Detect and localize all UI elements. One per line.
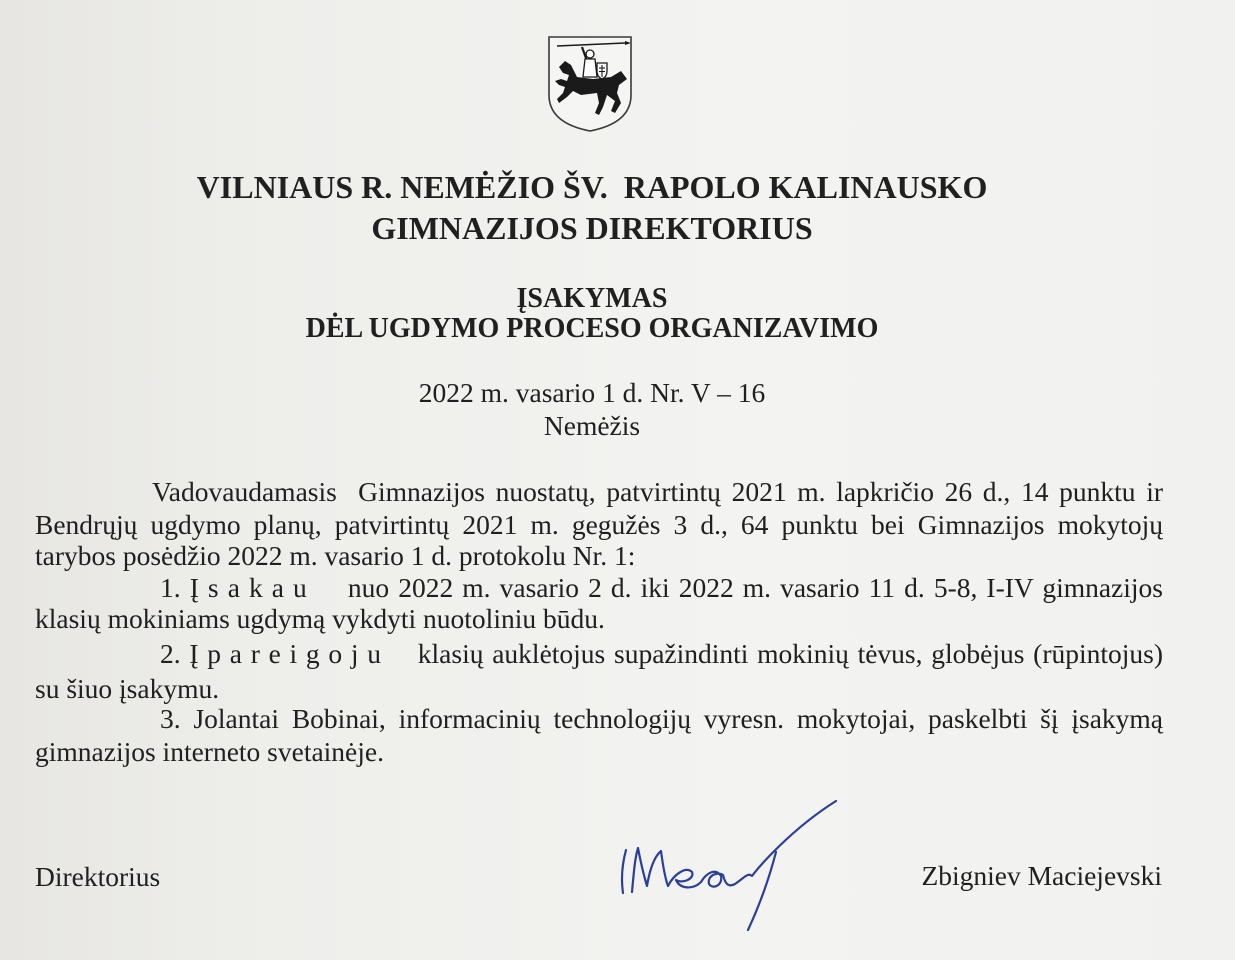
signatory-name: Zbigniev Maciejevski — [921, 860, 1162, 891]
item-1-second-line: klasių mokiniams ugdymą vykdyti nuotoliniu būdu. — [35, 603, 605, 634]
item-2-lead: 2. Į p a r e i g o j u — [160, 638, 382, 669]
place: Nemėžis — [543, 410, 641, 441]
date-and-number: 2022 m. vasario 1 d. Nr. V – 16 — [418, 377, 766, 408]
item-2-first-line — [160, 638, 1163, 670]
item-1-text: nuo 2022 m. vasario 2 d. iki 2022 m. vasario 11 d. 5-8, I-IV gimnazijos — [347, 572, 1163, 603]
vytis-coat-of-arms-icon — [545, 33, 635, 133]
preamble-line-1: Vadovaudamasis Gimnazijos nuostatų, patvirtintų 2021 m. lapkričio 26 d., 14 punktu ir — [152, 476, 1163, 507]
item-2-text: klasių auklėtojus supažindinti mokinių tėvus, globėjus (rūpintojus) — [417, 638, 1164, 669]
institution-line-1: VILNIAUS R. NEMĖŽIO ŠV. RAPOLO KALINAUSKO — [196, 169, 988, 205]
item-1-first-line — [160, 572, 1163, 604]
institution-line-2: GIMNAZIJOS DIREKTORIUS — [371, 210, 813, 246]
item-3-text: Jolantai Bobinai, informacinių technologijų vyresn. mokytojai, paskelbti šį įsakymą — [193, 703, 1164, 734]
preamble-line-3: tarybos posėdžio 2022 m. vasario 1 d. protokolu Nr. 1: — [35, 540, 636, 571]
document-type: ĮSAKYMAS — [516, 283, 668, 314]
signature-stroke-initial — [622, 850, 626, 893]
item-3-lead: 3. — [160, 703, 181, 734]
item-3-second-line: gimnazijos interneto svetainėje. — [35, 736, 384, 767]
item-1-lead: 1. Į s a k a u — [160, 572, 307, 603]
handwritten-signature-icon — [600, 790, 860, 940]
item-2-second-line: su šiuo įsakymu. — [35, 673, 220, 704]
document-subject: DĖL UGDYMO PROCESO ORGANIZAVIMO — [305, 313, 879, 344]
signatory-position: Direktorius — [35, 861, 161, 892]
preamble-line-2: Bendrųjų ugdymo planų, patvirtintų 2021 m. gegužės 3 d., 64 punktu bei Gimnazijos mokytojų — [35, 509, 1163, 540]
item-3-first-line — [160, 703, 1163, 735]
signature-stroke-main — [632, 801, 836, 892]
